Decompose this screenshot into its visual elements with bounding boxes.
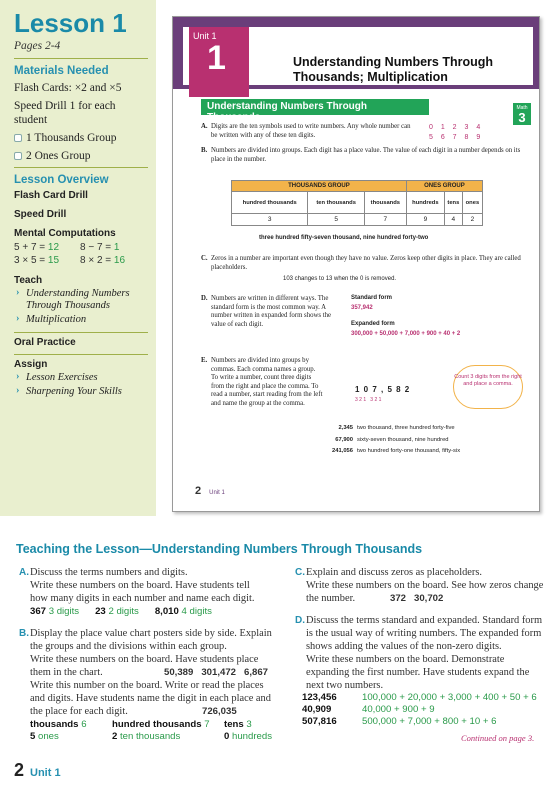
comma-count: 3 2 1 3 2 1 — [355, 397, 382, 403]
tab-flash-cards: Flash Cards: ×2 and ×5 — [409, 31, 478, 38]
mental-math-grid: 5 + 7 = 12 8 − 7 = 1 3 × 5 = 15 8 × 2 = 16 — [14, 242, 126, 266]
unit-badge: Unit 1 1 — [189, 27, 249, 97]
materials-heading: Materials Needed — [14, 65, 109, 77]
poster-icon — [14, 134, 22, 142]
teach-a: A. Discuss the terms numbers and digits. Write these numbers on the board. Have students tell how many digits in each number and name each digit. 367 3 digits 23 2 digits 8,010 4 digits — [19, 567, 255, 617]
book-page-number: 2 Unit 1 — [195, 485, 225, 497]
mental-computations: Mental Computations — [14, 228, 116, 239]
teach-d: D. Discuss the terms standard and expanded. Standard form is the usual way of writing numbers. The expanded form shows adding the values of the non-zero digits. Write these numbers on the board. Demonstrate expanding the first number. Have students expand the next two numbers. 123,456 100,000 + 20,000 + 3,000 + 400 + 50 + 6 40,909 40,000 + 900 + 9 507,816 500,000 + 7,000 + 800 + 10 + 6 — [295, 615, 543, 727]
overview-heading: Lesson Overview — [14, 174, 109, 186]
math-poster-tag: Math 3 — [513, 103, 531, 125]
divider — [14, 332, 148, 333]
comma-example: 1 0 7 , 5 8 2 — [355, 385, 411, 394]
expanded-form-value: 300,000 + 50,000 + 7,000 + 900 + 40 + 2 — [351, 331, 461, 337]
teach-heading: Teach — [14, 275, 43, 286]
assign-item: › Lesson Exercises — [14, 372, 148, 384]
place-value-table: THOUSANDS GROUP ONES GROUP hundred thousands ten thousands thousands hundreds tens ones 3 5 7 9 4 2 — [231, 180, 483, 226]
digits-row2: 5 6 7 8 9 — [429, 134, 484, 141]
teach-c: C. Explain and discuss zeros as placeholders. Write these numbers on the board. See how zeros change the number. 372 30,702 — [295, 567, 544, 604]
continued-note: Continued on page 3. — [461, 733, 535, 743]
flash-card-drill: Flash Card Drill — [14, 190, 88, 201]
student-page-thumbnail — [172, 16, 540, 512]
comma-tip-bubble: Count 3 digits from the right and place a comma. — [453, 365, 523, 409]
oral-practice: Oral Practice — [14, 337, 76, 348]
divider — [14, 167, 148, 168]
section-c: C. Zeros in a number are important even though they have no value. Zeros keep other digits in place. They are called placeholders. — [201, 255, 521, 271]
section-a: A. Digits are the ten symbols used to write numbers. Any whole number can be written with any of these ten digits. — [201, 123, 411, 139]
section-banner: Understanding Numbers Through Thousands — [201, 99, 429, 115]
placeholder-example: 103 changes to 13 when the 0 is removed. — [283, 276, 397, 282]
teaching-title: Teaching the Lesson—Understanding Numbers Through Thousands — [16, 542, 423, 556]
lesson-heading: Understanding Numbers Through Thousands; Multiplication — [293, 55, 493, 84]
material-item: Flash Cards: ×2 and ×5 — [14, 82, 122, 94]
lesson-title: Lesson 1 — [14, 8, 127, 38]
standard-form-label: Standard form — [351, 295, 393, 301]
read-examples: 2,345 two thousand, three hundred forty-five 67,900 sixty-seven thousand, nine hundred 241,056 two hundred forty-one thousand, fifty-six — [332, 425, 461, 454]
section-b: B. Numbers are divided into groups. Each digit has a place value. The value of each digit in a number depends on its place in the number. — [201, 147, 521, 163]
material-item: 1 Thousands Group — [26, 132, 117, 144]
teach-item: › Multiplication — [14, 314, 148, 326]
speed-drill: Speed Drill — [14, 209, 67, 220]
material-item: Speed Drill 1 for each student — [14, 100, 116, 126]
table-caption: three hundred fifty-seven thousand, nine hundred forty-two — [259, 235, 429, 241]
assign-heading: Assign — [14, 359, 48, 370]
digits-row1: 0 1 2 3 4 — [429, 124, 484, 131]
material-item: 2 Ones Group — [26, 150, 91, 162]
standard-form-value: 357,942 — [351, 305, 373, 311]
teach-b: B. Display the place value chart posters side by side. Explain the groups and the divisions within each group. Write these numbers on the board. Have students place them in the chart. 50,389 301,472 6,867 Write this number on the board. Write or read the places and digits. Have students name the digit in each place and the place for each digit. 726,035 thousands 6 hundred thousands 7 tens 3 5 ones 2 ten thousands 0 hundreds — [19, 628, 273, 742]
lesson-sidebar — [0, 0, 156, 516]
tab-speed-drill: Speed Drill 1 — [493, 31, 531, 38]
section-e: E. Numbers are divided into groups by commas. Each comma names a group. To write a number, count three digits from the right and place the comma. To read a number, start reading from the left and name the group at the comma. — [201, 357, 323, 407]
expanded-form-label: Expanded form — [351, 321, 395, 327]
page-footer: 2 Unit 1 — [14, 760, 61, 780]
divider — [14, 58, 148, 59]
assign-item: › Sharpening Your Skills — [14, 386, 148, 398]
section-d: D. Numbers are written in different ways. The standard form is the most common way. A number written in expanded form shows the value of each digit. — [201, 295, 332, 328]
poster-icon — [14, 152, 22, 160]
divider — [14, 354, 148, 355]
lesson-pages: Pages 2-4 — [14, 40, 61, 52]
teach-item: › Understanding Numbers Through Thousands — [14, 288, 148, 312]
